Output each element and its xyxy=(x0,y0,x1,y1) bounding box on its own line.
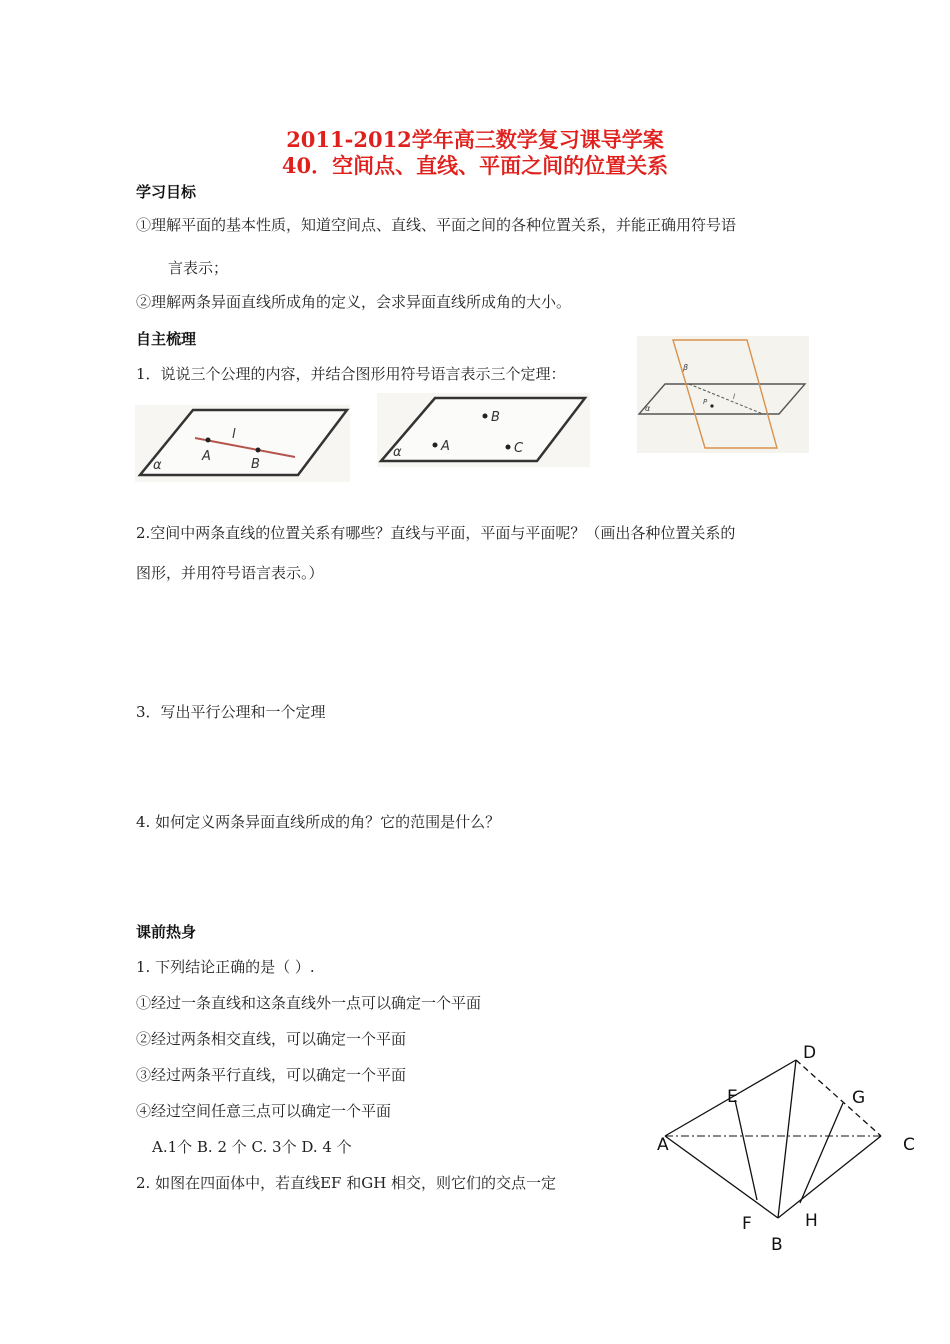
warmup-question-2: 2. 如图在四面体中，若直线EF 和GH 相交，则它们的交点一定 xyxy=(136,1174,557,1192)
plane-alpha-label: α xyxy=(645,404,651,413)
statement-4: ④经过空间任意三点可以确定一个平面 xyxy=(136,1102,392,1120)
edge-bc xyxy=(778,1136,881,1218)
axiom3-figure xyxy=(637,336,809,453)
point-e-label: E xyxy=(727,1087,738,1107)
axiom2-figure xyxy=(377,393,590,467)
line-l-label: l xyxy=(733,393,735,401)
review-question-2: 2.空间中两条直线的位置关系有哪些？直线与平面，平面与平面呢？（画出各种位置关系的 xyxy=(136,524,736,542)
review-heading: 自主梳理 xyxy=(136,330,197,348)
edge-dc xyxy=(796,1060,881,1136)
point-b-label: B xyxy=(251,457,260,472)
answer-options: A.1个 B. 2 个 C. 3个 D. 4 个 xyxy=(152,1138,352,1156)
vertex-c-label: C xyxy=(903,1135,915,1155)
tetrahedron-figure xyxy=(645,1035,925,1260)
statement-2: ②经过两条相交直线，可以确定一个平面 xyxy=(136,1030,407,1048)
page-title-line2: 40．空间点、直线、平面之间的位置关系 xyxy=(281,153,669,178)
review-question-2-cont: 图形，并用符号语言表示。） xyxy=(136,564,324,582)
vertex-b-label: B xyxy=(771,1235,783,1255)
axiom1-figure xyxy=(135,405,350,482)
review-question-3: 3．写出平行公理和一个定理 xyxy=(136,703,326,721)
point-a-dot xyxy=(206,438,211,443)
point-c-label: C xyxy=(514,441,524,456)
plane-label: α xyxy=(393,445,402,460)
point-p-dot xyxy=(710,404,713,407)
point-b-dot xyxy=(483,414,488,419)
point-b-label: B xyxy=(491,410,500,425)
point-a-label: A xyxy=(441,439,450,454)
point-f-label: F xyxy=(742,1214,752,1234)
point-b-dot xyxy=(256,448,261,453)
edge-db xyxy=(778,1060,796,1218)
plane-label: α xyxy=(153,458,162,473)
point-p-label: P xyxy=(703,398,708,406)
warmup-question-1: 1. 下列结论正确的是（ ）. xyxy=(136,958,315,976)
warmup-heading: 课前热身 xyxy=(136,923,197,941)
goal-item-1: ①理解平面的基本性质，知道空间点、直线、平面之间的各种位置关系，并能正确用符号语 xyxy=(136,216,737,234)
point-h-label: H xyxy=(805,1211,818,1231)
review-question-4: 4. 如何定义两条异面直线所成的角？它的范围是什么？ xyxy=(136,813,501,831)
vertex-d-label: D xyxy=(803,1043,817,1063)
statement-3: ③经过两条平行直线，可以确定一个平面 xyxy=(136,1066,407,1084)
segment-ef xyxy=(735,1100,757,1200)
plane-beta-label: β xyxy=(683,363,689,372)
statement-1: ①经过一条直线和这条直线外一点可以确定一个平面 xyxy=(136,994,482,1012)
point-a-dot xyxy=(433,443,438,448)
review-question-1: 1．说说三个公理的内容，并结合图形用符号语言表示三个定理： xyxy=(136,365,566,383)
vertex-a-label: A xyxy=(657,1135,669,1155)
goal-item-1-cont: 言表示； xyxy=(168,259,229,277)
goals-heading: 学习目标 xyxy=(136,183,197,201)
page-title-line1: 2011-2012学年高三数学复习课导学案 xyxy=(286,127,664,152)
edge-ab xyxy=(665,1136,778,1218)
point-c-dot xyxy=(506,445,511,450)
point-a-label: A xyxy=(202,449,211,464)
segment-gh xyxy=(800,1103,843,1203)
goal-item-2: ②理解两条异面直线所成角的定义，会求异面直线所成角的大小。 xyxy=(136,293,572,311)
point-g-label: G xyxy=(852,1088,866,1108)
line-label: l xyxy=(232,427,236,442)
